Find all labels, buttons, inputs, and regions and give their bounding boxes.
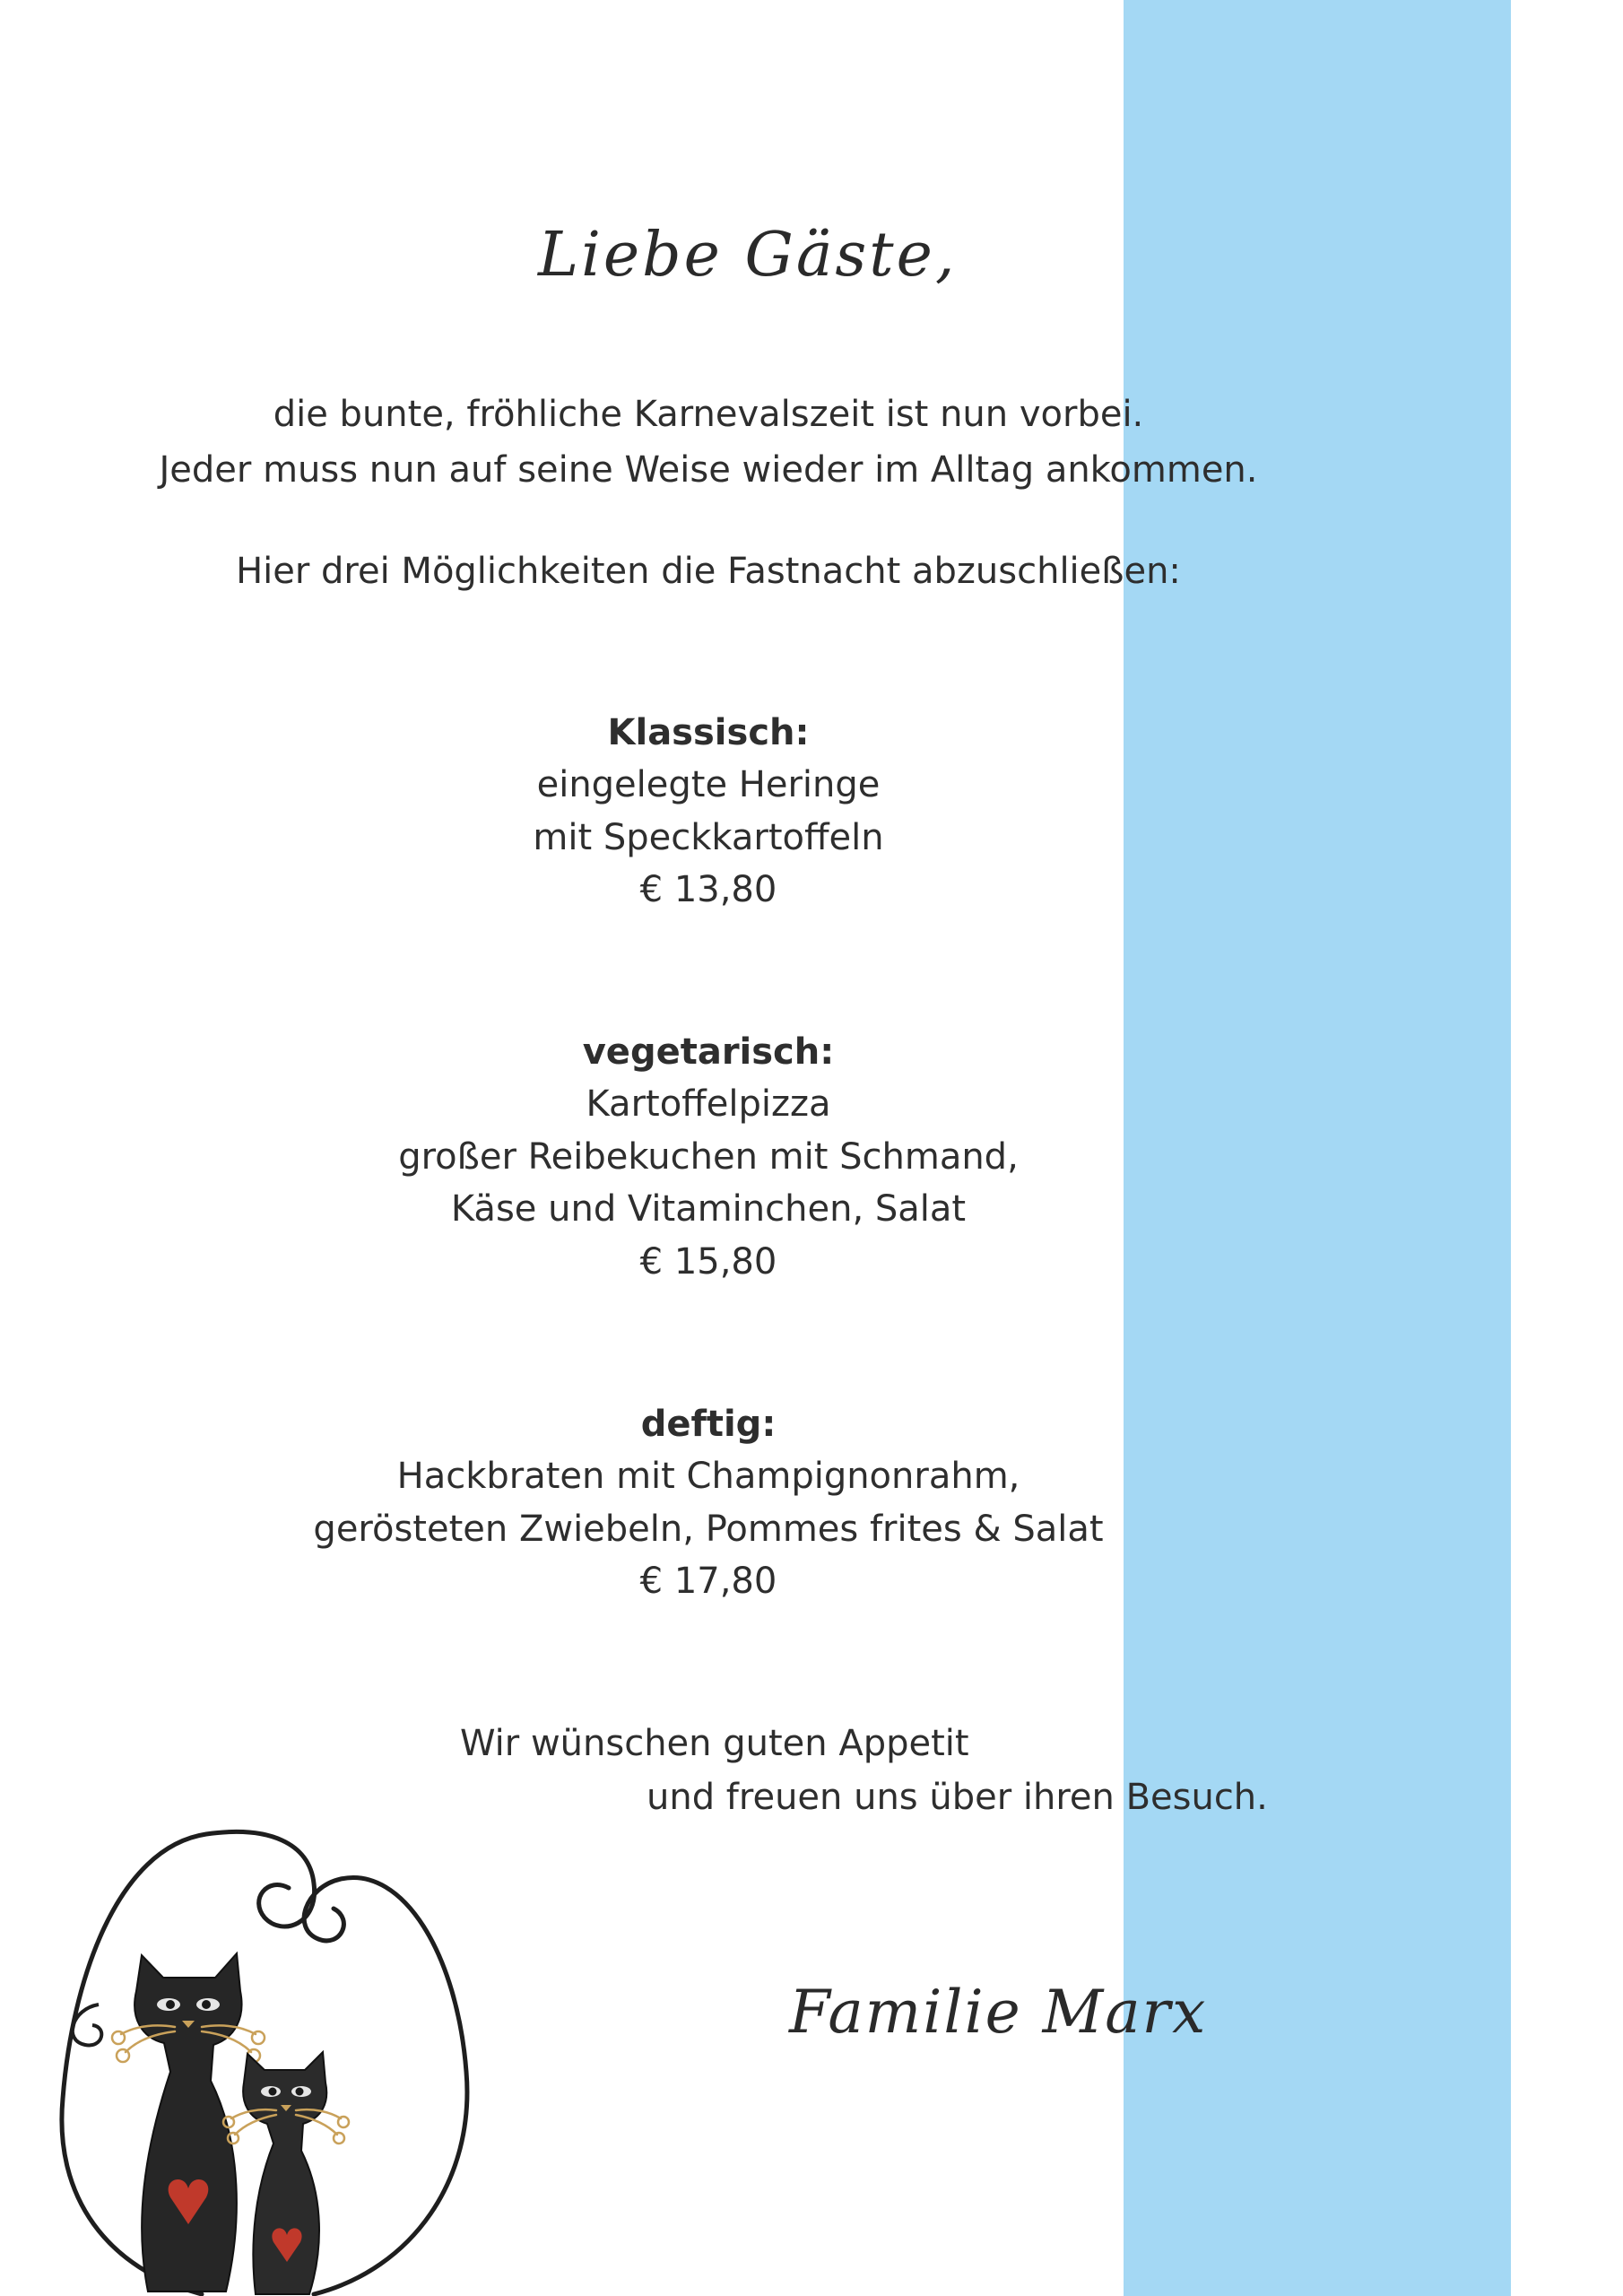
menu-classic-line: eingelegte Heringe [536, 764, 881, 805]
menu-vegetarian-line: Kartoffelpizza [586, 1083, 831, 1125]
closing-line-1: Wir wünschen guten Appetit [460, 1723, 969, 1764]
cats-illustration [36, 1803, 493, 2296]
closing-line-2: und freuen uns über ihren Besuch. [647, 1777, 1268, 1818]
menu-vegetarian-heading: vegetarisch: [582, 1031, 835, 1073]
menu-classic-line: mit Speckkartoffeln [533, 817, 884, 858]
menu-hearty-line: Hackbraten mit Champignonrahm, [396, 1456, 1020, 1497]
menu-hearty-price: € 17,80 [639, 1561, 777, 1602]
menu-hearty-line: gerösteten Zwiebeln, Pommes frites & Salat [313, 1509, 1104, 1550]
menu-vegetarian-line: großer Reibekuchen mit Schmand, [398, 1136, 1019, 1178]
signature: Familie Marx [789, 1978, 1208, 2047]
intro-line-3: Hier drei Möglichkeiten die Fastnacht abzuschließen: [236, 551, 1181, 592]
menu-hearty-heading: deftig: [640, 1404, 777, 1445]
greeting: Liebe Gäste, [538, 220, 958, 291]
menu-vegetarian-price: € 15,80 [639, 1241, 777, 1283]
menu-classic-heading: Klassisch: [607, 712, 810, 753]
intro-line-2: Jeder muss nun auf seine Weise wieder im Alltag ankommen. [159, 449, 1258, 491]
menu-classic-price: € 13,80 [639, 869, 777, 910]
intro-line-1: die bunte, fröhliche Karnevalszeit ist nun vorbei. [273, 394, 1144, 435]
menu-vegetarian-line: Käse und Vitaminchen, Salat [450, 1188, 967, 1230]
